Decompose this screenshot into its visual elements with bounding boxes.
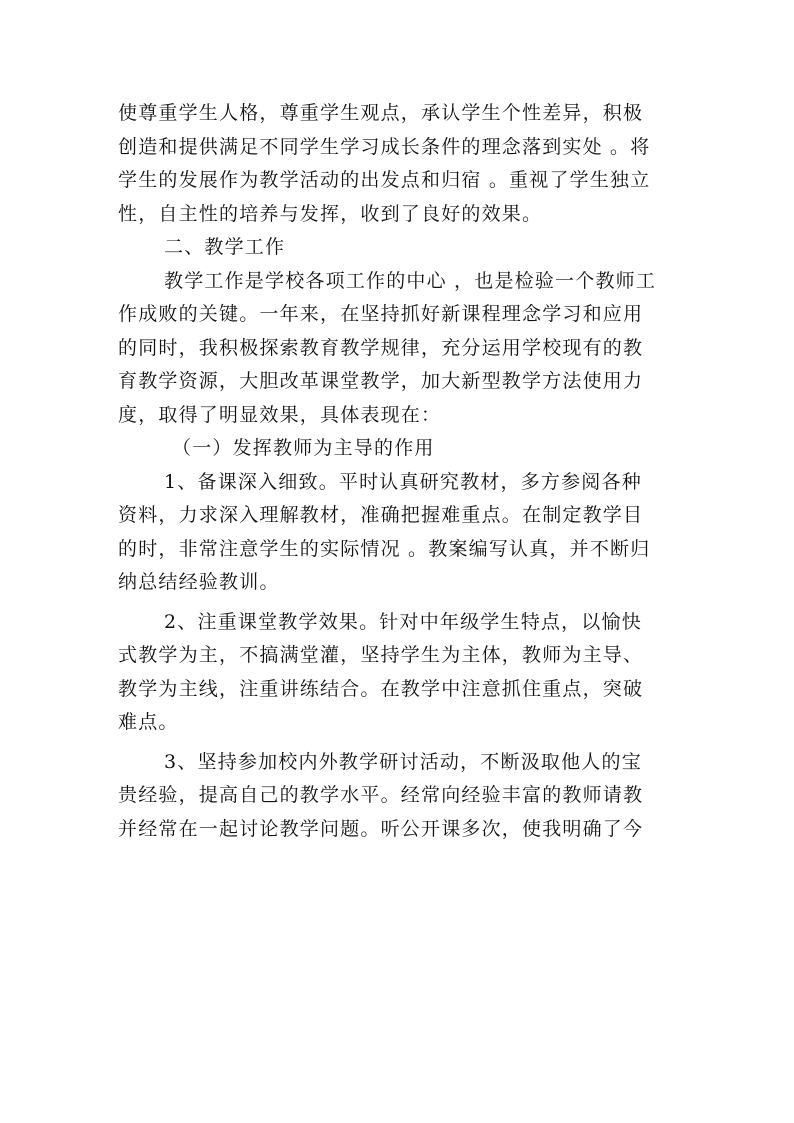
paragraph-line: 资料，力求深入理解教材，准确把握难重点。在制定教学目 xyxy=(118,504,644,526)
paragraph-line: 并经常在一起讨论教学问题。听公开课多次，使我明确了今 xyxy=(118,817,644,840)
paragraph-line: 育教学资源，大胆改革课堂教学，加大新型教学方法使用力 xyxy=(118,370,644,392)
paragraph-line: 创造和提供满足不同学生学习成长条件的理念落到实处 。将 xyxy=(118,135,651,158)
paragraph-line: 性，自主性的培养与发挥，收到了良好的效果。 xyxy=(118,202,543,225)
paragraph-line: 学生的发展作为教学活动的出发点和归宿 。重视了学生独立 xyxy=(118,169,651,191)
paragraph-line: 的时，非常注意学生的实际情况 。教案编写认真，并不断归 xyxy=(118,537,651,560)
paragraph-line: 式教学为主，不搞满堂灌，坚持学生为主体，教师为主导、 xyxy=(118,644,644,666)
paragraph-line: 2、注重课堂教学效果。针对中年级学生特点，以愉快 xyxy=(164,610,642,633)
paragraph-line: 使尊重学生人格，尊重学生观点，承认学生个性差异，积极 xyxy=(118,102,644,124)
paragraph-line: 作成败的关键。一年来，在坚持抓好新课程理念学习和应用 xyxy=(118,303,644,325)
paragraph-line: 度，取得了明显效果，具体表现在： xyxy=(118,403,442,426)
paragraph-line: 的同时，我积极探索教育教学规律，充分运用学校现有的教 xyxy=(118,336,644,359)
paragraph-line: 贵经验，提高自己的教学水平。经常向经验丰富的教师请教 xyxy=(118,784,644,806)
paragraph-line: 1、备课深入细致。平时认真研究教材，多方参阅各种 xyxy=(164,470,642,493)
document-body xyxy=(118,97,678,846)
paragraph-line: 教学工作是学校各项工作的中心 ，也是检验一个教师工 xyxy=(164,269,657,292)
paragraph-line: 难点。 xyxy=(118,711,179,733)
section-heading: 二、教学工作 xyxy=(164,236,286,258)
paragraph-line: 教学为主线，注重讲练结合。在教学中注意抓住重点，突破 xyxy=(118,677,644,700)
subsection-heading: （一）发挥教师为主导的作用 xyxy=(172,437,435,459)
paragraph-line: 纳总结经验教训。 xyxy=(118,571,280,593)
paragraph-line: 3、坚持参加校内外教学研讨活动，不断汲取他人的宝 xyxy=(164,750,642,773)
